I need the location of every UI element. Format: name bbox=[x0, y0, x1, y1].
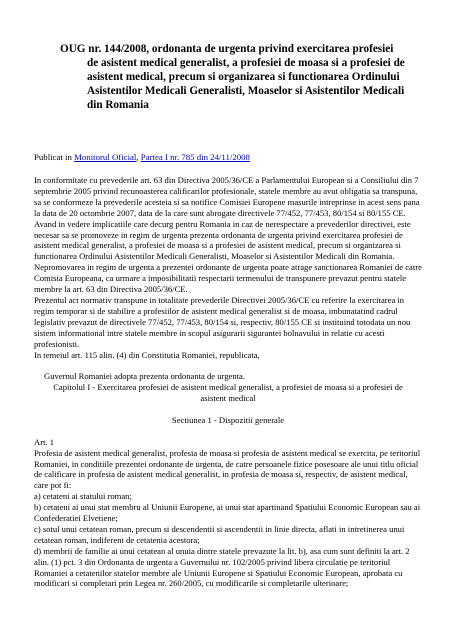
link-monitorul-oficial[interactable]: Monitorul Oficial bbox=[74, 152, 137, 162]
chapter-heading: Capitolul I - Exercitarea profesiei de asistent medical generalist, a profesiei de moasa si a profesiei de asistent medical bbox=[53, 382, 403, 404]
article-line: Profesia de asistent medical generalist, profesia de moasa si profesia de asistent medical se exercita, pe teritoriul Romaniei, in conditiile prezentei ordonante de urgenta, de catre persoanele fizice posesoare ale unui titlu oficial de calificare in profesia de asistent medical generalist, in profesia de moasa si, respectiv, de asistent medical, care pot fi: bbox=[34, 447, 421, 491]
paragraph: Prezentul act normativ transpune in totalitate prevederile Directivei 2005/36/CE cu referire la exercitarea in regim temporar si de stabilire a profesiilor de asistent medical generalist si de moasa, imbunatatind cadrul legislativ prevazut de directivele 77/452, 77/453, 80/154 si, respectiv, 80/155 CE si instituind totodata un nou sistem informational intre statele membre in scopul asigurarii sigurantei bolnavului in relatie cu acesti profesionisti. bbox=[34, 294, 411, 349]
document-title: OUG nr. 144/2008, ordonanta de urgenta privind exercitarea profesiei de asistent medical generalist, a profesiei de moasa si a profesiei de asistent medical, precum si organizarea si functionarea Ordinului Asistentilor Medicali Generalisti, Moaselor si Asistentilor Medicali din Romania bbox=[60, 43, 405, 111]
article-line: b) cetateni ai unui stat membru al Uniunii Europene, ai unui stat apartinand Spatiului Economic European sau ai Confederatiei Elvetiene; bbox=[34, 502, 421, 524]
section-heading: Sectiunea 1 - Dispozitii generale bbox=[171, 414, 285, 425]
document-body bbox=[34, 175, 422, 589]
article-heading: Art. 1 bbox=[34, 436, 55, 447]
paragraph: In conformitate cu prevederile art. 63 din Directiva 2005/36/CE a Parlamentului European si a Consiliului din 7 septembrie 2005 privind recunoasterea calificarilor profesionale, statele membre au avut obligatia sa transpuna, sa se conformeze la prevederile acesteia si sa notifice Comisiei Europene masurile intreprinse in acest sens pana la data de 20 octombrie 2007, data de la care sunt abrogate directivele 77/452, 77/453, 80/154 si 80/155 CE. bbox=[34, 175, 420, 218]
article-line: c) sotul unui cetatean roman, precum si descendentii si ascendentii in linie directa, aflati in intretinerea unui cetatean roman, indiferent de cetatenia acestora; bbox=[34, 523, 405, 545]
link-partea-i[interactable]: Partea I nr. 785 din 24/11/2008 bbox=[140, 152, 250, 162]
paragraph: Avand in vedere implicatiile care decurg pentru Romania in caz de nerespectare a prevederilor directivei, este necesar sa se promoveze in regim de urgenta prezenta ordonanta de urgenta privind exercitarea profesiei de asistent medical generalist, a profesiei de moasa si a profesiei de asistent medical, precum si organizarea si functionarea Ordinului Asistentilor Medicali Generalisti, Moaselor si Asistentilor Medicali din Romania. bbox=[34, 218, 411, 262]
government-adoption: Guvernul Romaniei adopta prezenta ordonanta de urgenta. bbox=[44, 371, 246, 382]
article-line: d) membrii de familie ai unui cetatean al unuia dintre statele prevazute la lit. b), asa cum sunt definiti la art. 2 alin. (1) pct. 3 din Ordonanta de urgenta a Guvernului nr. 102/2005 privind libera circulatie pe teritoriul Romaniei a cetatenilor statelor membre ale Uniunii Europene si Spatiului Economic European, aprobata cu modificari si completari prin Legea nr. 260/2005, cu modificarile si completarile ulterioare; bbox=[34, 545, 410, 589]
article-line: a) cetateni ai statului roman; bbox=[34, 491, 132, 502]
paragraph: Nepromovarea in regim de urgenta a prezentei ordonante de urgenta poate atrage sanctionarea Romaniei de catre Comisia Europeana, ca urmare a imposibilitatii respectarii termenului de transpunere prevazut pentru statele membre la art. 63 din Directiva 2005/36/CE. bbox=[34, 262, 422, 295]
publication-line: Publicat in Monitorul Oficial, Partea I nr. 785 din 24/11/2008 bbox=[34, 152, 250, 162]
publication-prefix: Publicat in bbox=[34, 152, 72, 162]
paragraph: In temeiul art. 115 alin. (4) din Constitutia Romaniei, republicata, bbox=[34, 349, 260, 360]
